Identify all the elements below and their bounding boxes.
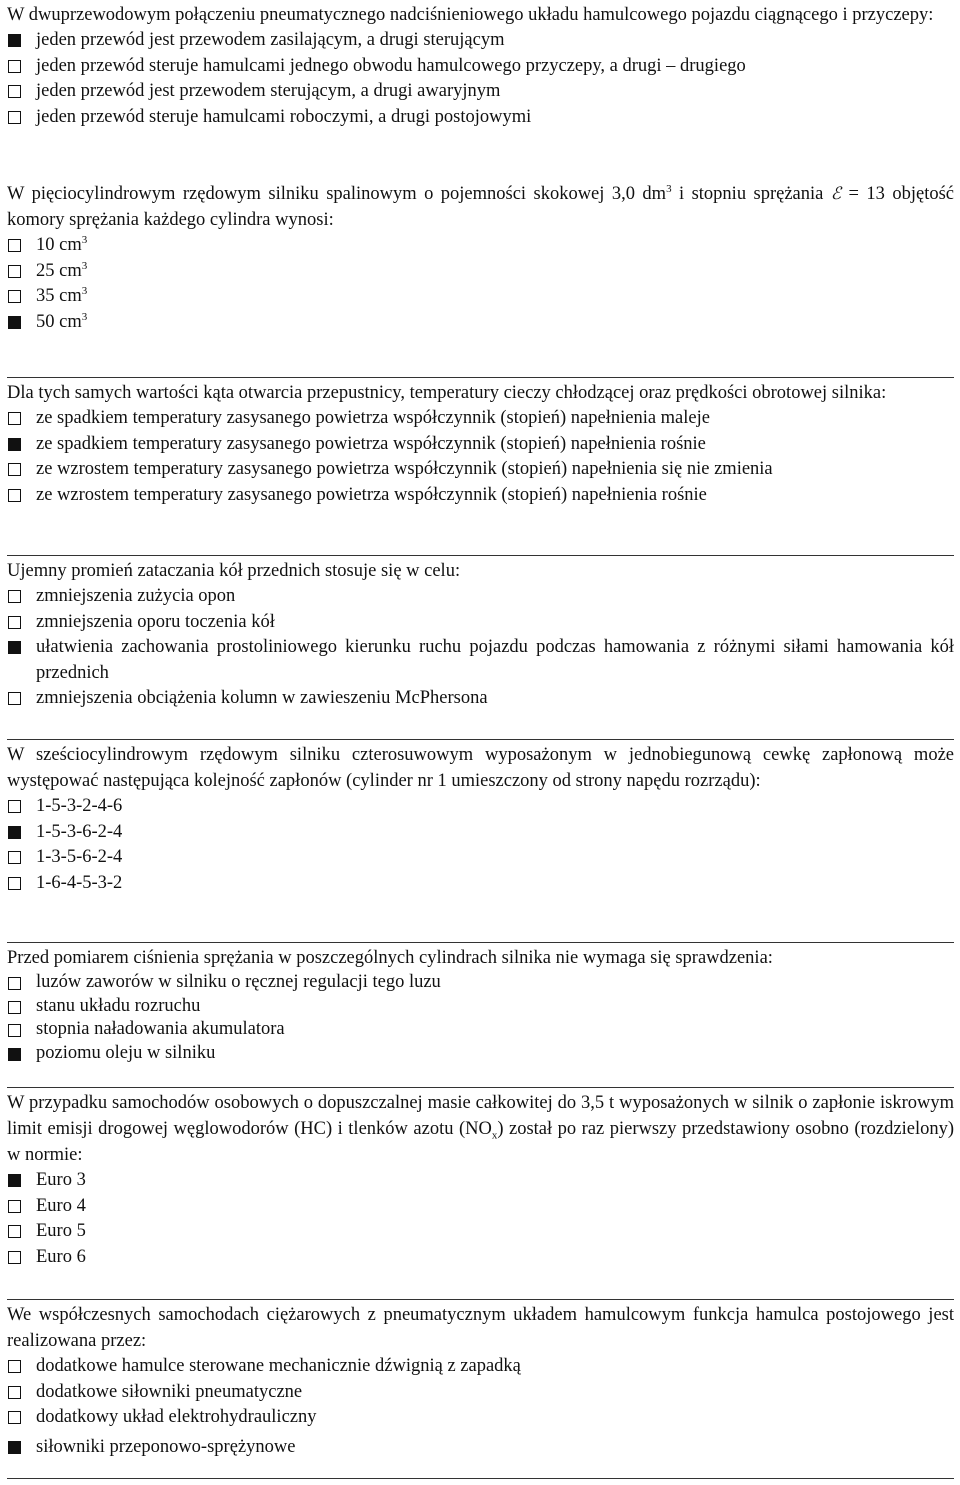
answer-label: Euro 3 — [36, 1170, 86, 1190]
answer-list — [7, 1354, 954, 1460]
question-text-part: i stopniu sprężania — [671, 184, 831, 204]
answer-label: stopnia naładowania akumulatora — [36, 1019, 285, 1039]
answer-option[interactable] — [7, 432, 954, 458]
checkbox[interactable] — [8, 1411, 21, 1424]
answer-option[interactable] — [7, 1018, 954, 1042]
answer-label — [36, 233, 954, 259]
answer-option[interactable] — [7, 483, 954, 509]
answer-label: Euro 5 — [36, 1221, 86, 1241]
checkbox[interactable] — [8, 641, 21, 654]
question-text: Ujemny promień zataczania kół przednich stosuje się w celu: — [7, 561, 461, 581]
question-text-part: ) został po raz pierwszy przedstawiony osobno (rozdzielony) w normie: — [7, 1119, 954, 1165]
answer-label: zmniejszenia zużycia opon — [36, 586, 236, 606]
answer-label-text: 50 cm — [36, 311, 82, 332]
checkbox[interactable] — [8, 265, 21, 278]
answer-label: 1-3-5-6-2-4 — [36, 847, 123, 867]
answer-option[interactable] — [7, 28, 954, 54]
answer-option[interactable] — [7, 54, 954, 80]
answer-list — [7, 584, 954, 712]
answer-label: siłowniki przeponowo-sprężynowe — [36, 1436, 296, 1457]
checkbox[interactable] — [8, 1024, 21, 1037]
question-7 — [7, 1087, 954, 1299]
answer-option[interactable] — [7, 105, 954, 131]
answer-label: ze wzrostem temperatury zasysanego powietrza współczynnik (stopień) napełnienia rośnie — [36, 484, 707, 505]
answer-option[interactable] — [7, 1245, 954, 1271]
answer-label: ze spadkiem temperatury zasysanego powietrza współczynnik (stopień) napełnienia maleje — [36, 408, 710, 428]
question-text: W sześciocylindrowym rzędowym silniku czterosuwowym wyposażonym w jednobiegunową cewkę zapłonową może występować następująca kolejność zapłonów (cylinder nr 1 umieszczony od strony napędu rozrządu): — [7, 745, 954, 791]
checkbox[interactable] — [8, 239, 21, 252]
answer-label: Euro 4 — [36, 1195, 86, 1216]
answer-label: ze spadkiem temperatury zasysanego powietrza współczynnik (stopień) napełnienia rośnie — [36, 433, 706, 454]
answer-option[interactable] — [7, 971, 954, 995]
checkbox[interactable] — [8, 1001, 21, 1014]
answer-option[interactable] — [7, 1354, 954, 1380]
question-text: We współczesnych samochodach ciężarowych z pneumatycznym układem hamulcowym funkcja hamulca postojowego jest realizowana przez: — [7, 1305, 954, 1351]
checkbox[interactable] — [8, 438, 21, 451]
checkbox[interactable] — [8, 1048, 21, 1061]
answer-label: 1-5-3-2-4-6 — [36, 796, 123, 816]
checkbox[interactable] — [8, 1200, 21, 1213]
checkbox[interactable] — [8, 1386, 21, 1399]
answer-list — [7, 406, 954, 508]
checkbox[interactable] — [8, 1225, 21, 1238]
checkbox[interactable] — [8, 463, 21, 476]
answer-option[interactable] — [7, 1194, 954, 1220]
answer-option[interactable] — [7, 1219, 954, 1245]
answer-label — [36, 284, 954, 310]
checkbox[interactable] — [8, 489, 21, 502]
checkbox[interactable] — [8, 1360, 21, 1373]
question-text-part: = 13 objętość komory sprężania każdego cylindra wynosi: — [7, 184, 954, 230]
question-8 — [7, 1299, 954, 1479]
question-5 — [7, 739, 954, 942]
answer-label: dodatkowe siłowniki pneumatyczne — [36, 1381, 303, 1402]
answer-label: jeden przewód jest przewodem sterującym, a drugi awaryjnym — [36, 81, 501, 101]
answer-label: dodatkowy układ elektrohydrauliczny — [36, 1407, 317, 1427]
checkbox[interactable] — [8, 826, 21, 839]
answer-label: ułatwienia zachowania prostoliniowego kierunku ruchu pojazdu podczas hamowania z różnymi siłami hamowania kół przednich — [36, 637, 954, 683]
answer-option[interactable] — [7, 845, 954, 871]
answer-option[interactable] — [7, 284, 954, 310]
answer-label: luzów zaworów w silniku o ręcznej regulacji tego luzu — [36, 972, 441, 992]
answer-option[interactable] — [7, 233, 954, 259]
question-text-part: W przypadku samochodów osobowych o dopuszczalnej masie całkowitej do 3,5 t wyposażonych w silnik o zapłonie iskrowym limit emisji drogowej węglowodorów (HC) i tlenków azotu (NO — [7, 1093, 954, 1139]
answer-label-text: 10 cm — [36, 235, 82, 255]
answer-list — [7, 794, 954, 896]
question-text: W dwuprzewodowym połączeniu pneumatycznego nadciśnieniowego układu hamulcowego pojazdu ciągnącego i przyczepy: — [7, 5, 934, 25]
answer-label: 1-6-4-5-3-2 — [36, 872, 123, 893]
answer-option[interactable] — [7, 457, 954, 483]
checkbox[interactable] — [8, 111, 21, 124]
checkbox[interactable] — [8, 1441, 21, 1454]
question-text: Dla tych samych wartości kąta otwarcia przepustnicy, temperatury cieczy chłodzącej oraz prędkości obrotowej silnika: — [7, 383, 887, 403]
answer-option[interactable] — [7, 1435, 954, 1461]
answer-option[interactable] — [7, 79, 954, 105]
answer-option[interactable] — [7, 1168, 954, 1194]
answer-label: zmniejszenia oporu toczenia kół — [36, 611, 275, 632]
superscript: 3 — [666, 182, 672, 195]
question-1 — [7, 0, 954, 177]
answer-label: Euro 6 — [36, 1246, 86, 1267]
superscript: 3 — [81, 259, 88, 272]
checkbox[interactable] — [8, 616, 21, 629]
answer-option[interactable] — [7, 686, 954, 712]
answer-option[interactable] — [7, 871, 954, 897]
superscript: 3 — [81, 233, 88, 246]
answer-label: dodatkowe hamulce sterowane mechanicznie dźwignią z zapadką — [36, 1356, 521, 1376]
question-text: Przed pomiarem ciśnienia sprężania w poszczególnych cylindrach silnika nie wymaga się sprawdzenia: — [7, 948, 773, 968]
answer-label: stanu układu rozruchu — [36, 995, 201, 1016]
subscript: x — [491, 1129, 498, 1142]
checkbox[interactable] — [8, 412, 21, 425]
checkbox[interactable] — [8, 60, 21, 73]
answer-option[interactable] — [7, 406, 954, 432]
answer-option[interactable] — [7, 1042, 954, 1066]
answer-option[interactable] — [7, 310, 954, 336]
checkbox[interactable] — [8, 290, 21, 303]
answer-label — [36, 310, 954, 336]
answer-option[interactable] — [7, 794, 954, 820]
superscript: 3 — [81, 310, 88, 323]
answer-label-text: 25 cm — [36, 260, 82, 281]
answer-list — [7, 233, 954, 335]
answer-label: jeden przewód steruje hamulcami jednego obwodu hamulcowego przyczepy, a drugi – drugiego — [36, 55, 746, 76]
question-text — [7, 181, 954, 233]
checkbox[interactable] — [8, 877, 21, 890]
checkbox[interactable] — [8, 34, 21, 47]
answer-option[interactable] — [7, 259, 954, 285]
answer-label: jeden przewód jest przewodem zasilającym, a drugi sterującym — [36, 30, 505, 50]
answer-label: poziomu oleju w silniku — [36, 1042, 216, 1063]
answer-label-text: 35 cm — [36, 286, 82, 306]
checkbox[interactable] — [8, 1174, 21, 1187]
superscript: 3 — [81, 284, 88, 297]
checkbox[interactable] — [8, 1251, 21, 1264]
answer-list — [7, 28, 954, 130]
answer-option[interactable] — [7, 584, 954, 610]
answer-label: jeden przewód steruje hamulcami roboczymi, a drugi postojowymi — [36, 106, 532, 127]
checkbox[interactable] — [8, 590, 21, 603]
question-text-part: W pięciocylindrowym rzędowym silniku spalinowym o pojemności skokowej 3,0 dm — [7, 184, 667, 204]
answer-option[interactable] — [7, 610, 954, 636]
answer-option[interactable] — [7, 995, 954, 1019]
answer-list — [7, 971, 954, 1065]
answer-option[interactable] — [7, 820, 954, 846]
answer-label: ze wzrostem temperatury zasysanego powietrza współczynnik (stopień) napełnienia się nie zmienia — [36, 459, 773, 479]
question-4 — [7, 555, 954, 739]
checkbox[interactable] — [8, 977, 21, 990]
answer-option[interactable] — [7, 635, 954, 686]
answer-option[interactable] — [7, 1405, 954, 1431]
answer-list — [7, 1168, 954, 1270]
answer-label — [36, 259, 954, 285]
checkbox[interactable] — [8, 851, 21, 864]
answer-option[interactable] — [7, 1380, 954, 1406]
checkbox[interactable] — [8, 316, 21, 329]
question-text — [7, 1090, 954, 1168]
checkbox[interactable] — [8, 800, 21, 813]
question-3 — [7, 377, 954, 555]
answer-label: 1-5-3-6-2-4 — [36, 821, 123, 842]
question-6 — [7, 942, 954, 1087]
answer-label: zmniejszenia obciążenia kolumn w zawieszeniu McPhersona — [36, 688, 488, 708]
checkbox[interactable] — [8, 692, 21, 705]
checkbox[interactable] — [8, 85, 21, 98]
epsilon-symbol: ℰ — [830, 184, 842, 204]
question-2 — [7, 177, 954, 377]
